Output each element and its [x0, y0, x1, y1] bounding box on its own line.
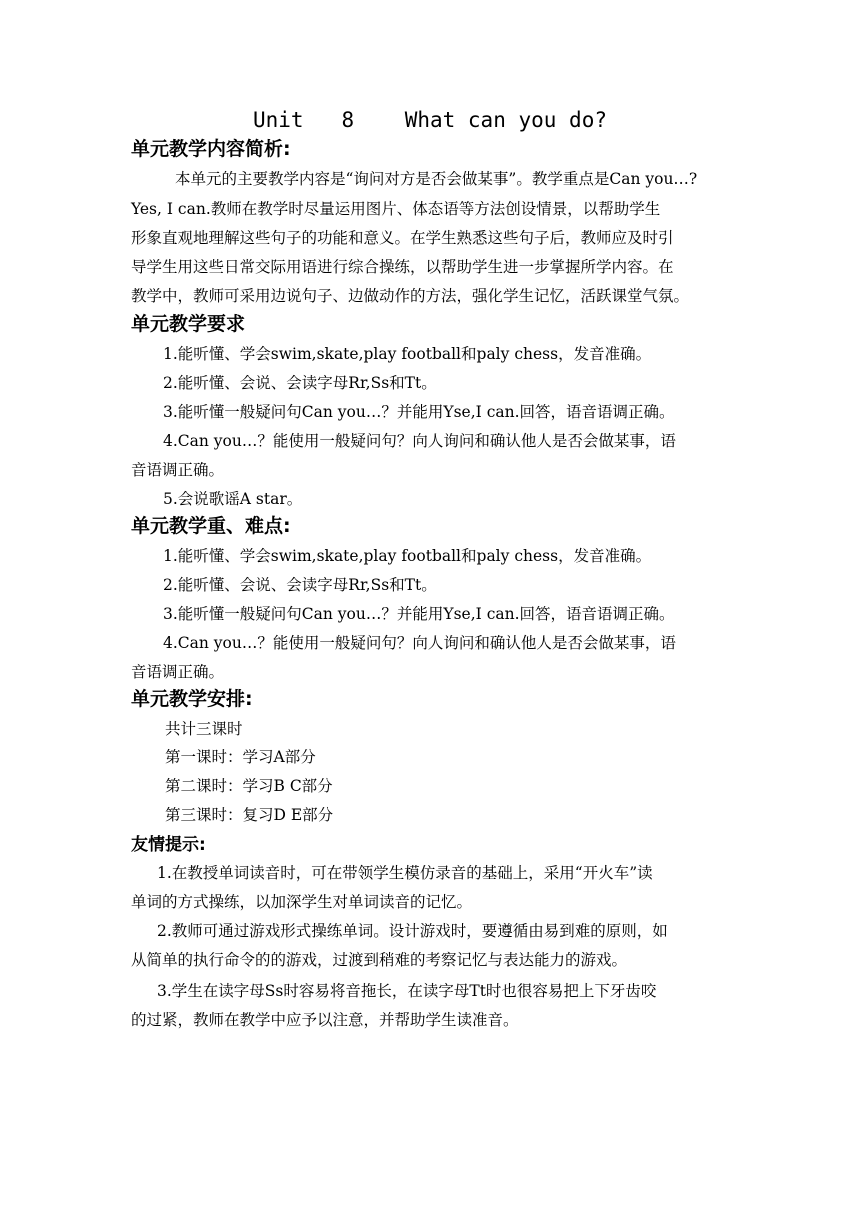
- key-points-line: 3.能听懂一般疑问句Can you…？并能用Yse,I can.回答，语音语调正确。: [163, 605, 675, 623]
- schedule-line: 共计三课时: [165, 720, 243, 738]
- section-heading-analysis: 单元教学内容简析:: [131, 138, 291, 160]
- requirements-line: 音语调正确。: [131, 461, 225, 479]
- key-points-line: 4.Can you…？能使用一般疑问句？向人询问和确认他人是否会做某事，语: [163, 634, 676, 652]
- requirements-line: 1.能听懂、学会swim,skate,play football和paly chess，发音准确。: [163, 345, 652, 363]
- analysis-line: 导学生用这些日常交际用语进行综合操练，以帮助学生进一步掌握所学内容。在: [131, 258, 674, 276]
- schedule-line: 第一课时：学习A部分: [165, 748, 316, 766]
- tips-line: 2.教师可通过游戏形式操练单词。设计游戏时，要遵循由易到难的原则，如: [157, 922, 668, 940]
- schedule-line: 第二课时：学习B C部分: [165, 777, 333, 795]
- requirements-line: 4.Can you…？能使用一般疑问句？向人询问和确认他人是否会做某事，语: [163, 432, 676, 450]
- tips-line: 3.学生在读字母Ss时容易将音拖长，在读字母Tt时也很容易把上下牙齿咬: [157, 982, 657, 1000]
- tips-line: 的过紧，教师在教学中应予以注意，并帮助学生读准音。: [131, 1011, 519, 1029]
- requirements-line: 3.能听懂一般疑问句Can you…？并能用Yse,I can.回答，语音语调正确。: [163, 403, 675, 421]
- analysis-line: Yes, I can.教师在教学时尽量运用图片、体态语等方法创设情景，以帮助学生: [131, 200, 661, 218]
- tips-line: 单词的方式操练，以加深学生对单词读音的记忆。: [131, 893, 473, 911]
- requirements-line: 2.能听懂、会说、会读字母Rr,Ss和Tt。: [163, 374, 437, 392]
- analysis-line: 形象直观地理解这些句子的功能和意义。在学生熟悉这些句子后，教师应及时引: [131, 229, 674, 247]
- requirements-line: 5.会说歌谣A star。: [163, 490, 303, 508]
- section-heading-tips: 友情提示:: [131, 835, 206, 855]
- key-points-line: 音语调正确。: [131, 663, 225, 681]
- section-heading-schedule: 单元教学安排:: [131, 688, 253, 710]
- page-title: Unit 8 What can you do?: [252, 108, 607, 132]
- analysis-line: 教学中，教师可采用边说句子、边做动作的方法，强化学生记忆，活跃课堂气氛。: [131, 287, 690, 305]
- section-heading-requirements: 单元教学要求: [131, 313, 246, 335]
- key-points-line: 1.能听懂、学会swim,skate,play football和paly chess，发音准确。: [163, 547, 652, 565]
- key-points-line: 2.能听懂、会说、会读字母Rr,Ss和Tt。: [163, 576, 437, 594]
- section-heading-key-points: 单元教学重、难点:: [131, 515, 291, 537]
- analysis-line: 本单元的主要教学内容是“询问对方是否会做某事”。教学重点是Can you…?: [175, 170, 698, 188]
- tips-line: 从简单的执行命令的的游戏，过渡到稍难的考察记忆与表达能力的游戏。: [131, 951, 628, 969]
- schedule-line: 第三课时：复习D E部分: [165, 806, 334, 824]
- tips-line: 1.在教授单词读音时，可在带领学生模仿录音的基础上，采用“开火车”读: [157, 864, 653, 882]
